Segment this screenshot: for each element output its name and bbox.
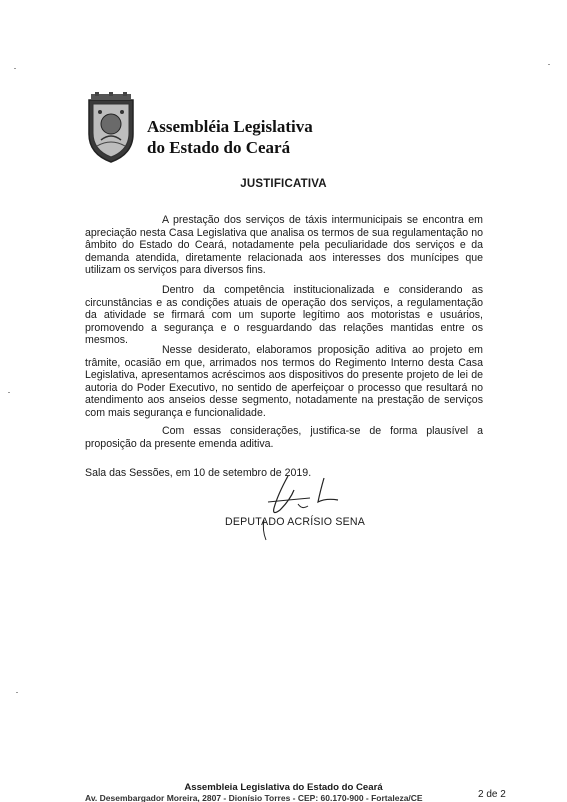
place-and-date: Sala das Sessões, em 10 de setembro de 2019. xyxy=(85,467,312,479)
institution-name-line1: Assembléia Legislativa xyxy=(147,117,313,136)
paragraph-1: A prestação dos serviços de táxis intermunicipais se encontra em apreciação nesta Casa Legislativa que analisa os termos de sua regulamentação no âmbito do Estado do Ceará, notadamente pela peculiaridade dos serviços e da demanda atendida, diretamente relacionada aos interesses dos munícipes que utilizam os serviços para diversos fins. xyxy=(85,214,483,277)
footer-address: Av. Desembargador Moreira, 2807 - Dionísio Torres - CEP: 60.170-900 - Fortaleza/CE xyxy=(85,793,423,802)
paragraph-3: Nesse desiderato, elaboramos proposição aditiva ao projeto em trâmite, ocasião em que, arrimados nos termos do Regimento Interno desta Casa Legislativa, apresentamos acréscimos aos dispositivos do presente projeto de lei de autoria do Poder Executivo, no sentido de aperfeiçoar o processo que resultará no atendimento aos anseios desse segmento, notadamente na prestação de serviços com mais segurança e funcionalidade. xyxy=(85,344,483,419)
document-title: JUSTIFICATIVA xyxy=(240,178,327,190)
paragraph-4: Com essas considerações, justifica-se de forma plausível a proposição da presente emenda aditiva. xyxy=(85,425,483,450)
paragraph-2: Dentro da competência institucionalizada e considerando as circunstâncias e as condições atuais de operação dos serviços, a regulamentação da atividade se firmará com um suporte legítimo aos motoristas e usuários, promovendo a segurança e o resguardando das relações mantidas entre os mesmos. xyxy=(85,284,483,347)
institution-name-line2: do Estado do Ceará xyxy=(147,138,291,157)
scan-speck xyxy=(14,68,16,69)
scan-speck xyxy=(16,692,18,693)
state-coat-of-arms-icon xyxy=(83,92,139,164)
institution-name xyxy=(147,116,313,158)
page-number: 2 de 2 xyxy=(478,789,506,800)
signer-name: DEPUTADO ACRÍSIO SENA xyxy=(225,516,365,528)
scan-speck xyxy=(548,64,550,65)
signature-icon xyxy=(258,470,358,542)
footer-institution: Assembleia Legislativa do Estado do Ceará xyxy=(184,782,383,793)
scan-speck xyxy=(8,392,10,393)
